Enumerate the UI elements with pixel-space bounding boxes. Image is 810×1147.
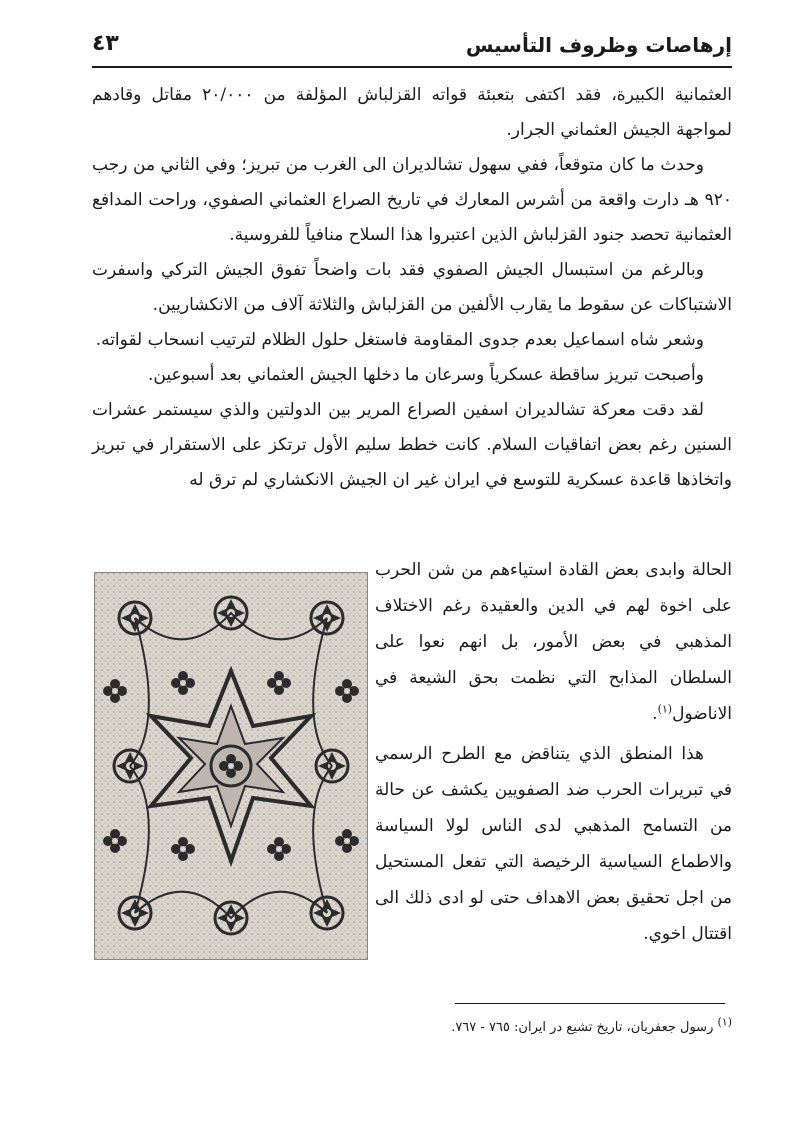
paragraph: العثمانية الكبيرة، فقد اكتفى بتعبئة قواته القزلباش المؤلفة من ٢٠/٠٠٠ مقاتل وقادهم لمواجهة الجيش العثماني الجرار. (92, 85, 732, 140)
paragraph (375, 552, 732, 732)
ornament-pattern-icon (95, 573, 367, 959)
wrapped-text-column (375, 552, 732, 952)
body-text (92, 78, 732, 498)
paragraph: هذا المنطق الذي يتناقض مع الطرح الرسمي في تبريرات الحرب ضد الصفويين يكشف عن حالة من التسامح المذهبي لدى الناس لولا السياسة والاطماع السياسية الرخيصة التي تفعل المستحيل من اجل تحقيق بعض الاهداف حتى لو ادى ذلك الى اقتتال اخوي. (375, 744, 732, 944)
footnote-reference: (١) (657, 702, 673, 716)
running-title: إرهاصات وظروف التأسيس (465, 33, 732, 57)
paragraph: وأصبحت تبريز ساقطة عسكرياً وسرعان ما دخلها الجيش العثماني بعد أسبوعين. (148, 365, 704, 385)
paragraph: وحدث ما كان متوقعاً، ففي سهول تشالديران الى الغرب من تبريز؛ وفي الثاني من رجب ٩٢٠ هـ دارت واقعة من أشرس المعارك في تاريخ الصراع العثماني الصفوي، وراحت المدافع العثمانية تحصد جنود القزلباش الذين اعتبروا هذا السلاح منافياً للفروسية. (92, 155, 732, 245)
footnote-divider (455, 1003, 725, 1004)
paragraph-text: الحالة وابدى بعض القادة استياءهم من شن الحرب على اخوة لهم في الدين والعقيدة رغم الاختلاف المذهبي في بعض الأمور، بل انهم نعوا على السلطان المذابح التي نظمت بحق الشيعة في الاناضول (375, 560, 732, 724)
running-header (92, 30, 732, 68)
page-number: ٤٣ (92, 31, 119, 56)
footnote (320, 1015, 732, 1038)
footnote-text: رسول جعفريان، تاريخ تشيع در ايران: ٧٦٥ - ٧٦٧. (451, 1020, 714, 1035)
paragraph: لقد دقت معركة تشالديران اسفين الصراع المرير بين الدولتين والذي سيستمر عشرات السنين رغم بعض اتفاقيات السلام. كانت خطط سليم الأول ترتكز على الاستقرار في تبريز واتخاذها قاعدة عسكرية للتوسع في ايران غير ان الجيش الانكشاري لم ترق له (92, 400, 732, 490)
paragraph: وشعر شاه اسماعيل بعدم جدوى المقاومة فاستغل حلول الظلام لترتيب انسحاب لقواته. (95, 330, 704, 350)
footnote-marker: (١) (717, 1015, 732, 1029)
paragraph: وبالرغم من استبسال الجيش الصفوي فقد بات واضحاً تفوق الجيش التركي واسفرت الاشتباكات عن سقوط ما يقارب الألفين من القزلباش والثلاثة آلاف من الانكشاريين. (92, 260, 732, 315)
ornament-pattern-image (94, 572, 368, 960)
paragraph-end: . (652, 704, 658, 724)
